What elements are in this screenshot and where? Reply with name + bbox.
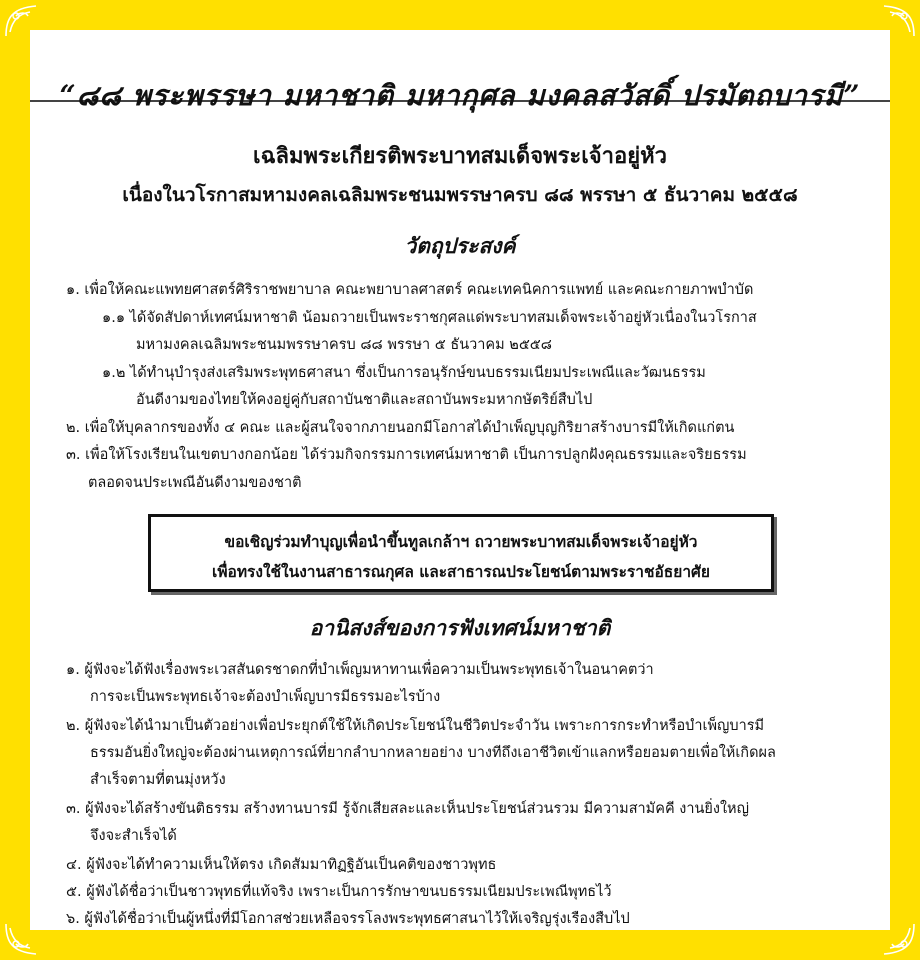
benefit-line: ธรรมอันยิ่งใหญ่จะต้องผ่านเหตุการณ์ที่ยากลำบากหลายอย่าง บางทีถึงเอาชีวิตเข้าแลกหรือยอมตายเพื่อให้เกิดผล	[90, 745, 776, 761]
benefit-line: ๖. ผู้ฟังได้ชื่อว่าเป็นผู้หนึ่งที่มีโอกาสช่วยเหลือจรรโลงพระพุทธศาสนาไว้ให้เจริญรุ่งเรืองสืบไป	[66, 911, 630, 927]
objective-line: ๑.๑ ได้จัดสัปดาห์เทศน์มหาชาติ น้อมถวายเป็นพระราชกุศลแด่พระบาทสมเด็จพระเจ้าอยู่หัวเนื่องในวโรกาส	[102, 310, 757, 326]
benefit-line: สำเร็จตามที่ตนมุ่งหวัง	[90, 772, 226, 788]
invitation-line: เพื่อทรงใช้ในงานสาธารณกุศล และสาธารณประโยชน์ตามพระราชอัธยาศัย	[212, 563, 710, 581]
benefit-line: การจะเป็นพระพุทธเจ้าจะต้องบำเพ็ญบารมีธรรมอะไรบ้าง	[90, 689, 441, 705]
motto-heading: “๘๘ พระพรรษา มหาชาติ มหากุศล มงคลสวัสดิ์ ปรมัตถบารมี”	[59, 79, 861, 112]
benefit-line: ๓. ผู้ฟังจะได้สร้างขันติธรรม สร้างทานบารมี รู้จักเสียสละและเห็นประโยชน์ส่วนรวม มีความสามัคคี งานยิ่งใหญ่	[66, 801, 749, 817]
objective-line: ๑.๒ ได้ทำนุบำรุงส่งเสริมพระพุทธศาสนา ซึ่งเป็นการอนุรักษ์ขนบธรรมเนียมประเพณีและวัฒนธรรม	[102, 365, 706, 381]
objective-line: ๓. เพื่อให้โรงเรียนในเขตบางกอกน้อย ได้ร่วมกิจกรรมการเทศน์มหาชาติ เป็นการปลูกฝังคุณธรรมและจริยธรรม	[66, 447, 747, 463]
invitation-line: ขอเชิญร่วมทำบุญเพื่อนำขึ้นทูลเกล้าฯ ถวายพระบาทสมเด็จพระเจ้าอยู่หัว	[224, 533, 698, 551]
benefit-line: ๒. ผู้ฟังจะได้นำมาเป็นตัวอย่างเพื่อประยุกต์ใช้ให้เกิดประโยชน์ในชีวิตประจำวัน เพราะการกระทำหรือบำเพ็ญบารมี	[66, 718, 765, 734]
objective-line: ตลอดจนประเพณีอันดีงามของชาติ	[88, 475, 302, 491]
objective-line: ๒. เพื่อให้บุคลากรของทั้ง ๔ คณะ และผู้สนใจจากภายนอกมีโอกาสได้บำเพ็ญบุญกิริยาสร้างบารมีให้เกิดแก่ตน	[66, 420, 735, 436]
benefits-heading: อานิสงส์ของการฟังเทศน์มหาชาติ	[309, 615, 611, 640]
benefit-line: ๑. ผู้ฟังจะได้ฟังเรื่องพระเวสสันดรชาดกที่บำเพ็ญมหาทานเพื่อความเป็นพระพุทธเจ้าในอนาคตว่า	[66, 662, 654, 678]
page-subtitle: เนื่องในวโรกาสมหามงคลเฉลิมพระชนมพรรษาครบ ๘๘ พรรษา ๕ ธันวาคม ๒๕๕๘	[122, 184, 798, 206]
document-page	[30, 30, 890, 930]
benefit-line: ๕. ผู้ฟังได้ชื่อว่าเป็นชาวพุทธที่แท้จริง เพราะเป็นการรักษาขนบธรรมเนียมประเพณีพุทธไว้	[66, 884, 612, 900]
objective-line: ๑. เพื่อให้คณะแพทยศาสตร์ศิริราชพยาบาล คณะพยาบาลศาสตร์ คณะเทคนิคการแพทย์ และคณะกายภาพบำบัด	[66, 282, 754, 298]
objective-line: มหามงคลเฉลิมพระชนมพรรษาครบ ๘๘ พรรษา ๕ ธันวาคม ๒๕๕๘	[136, 337, 552, 353]
objectives-heading: วัตถุประสงค์	[404, 233, 516, 258]
benefit-line: ๔. ผู้ฟังจะได้ทำความเห็นให้ตรง เกิดสัมมาทิฏฐิอันเป็นคติของชาวพุทธ	[66, 857, 497, 873]
invitation-box	[148, 514, 774, 592]
page-title: เฉลิมพระเกียรติพระบาทสมเด็จพระเจ้าอยู่หัว	[253, 143, 667, 169]
benefit-line: จึงจะสำเร็จได้	[90, 828, 177, 844]
objective-line: อันดีงามของไทยให้คงอยู่คู่กับสถาบันชาติและสถาบันพระมหากษัตริย์สืบไป	[136, 392, 593, 408]
